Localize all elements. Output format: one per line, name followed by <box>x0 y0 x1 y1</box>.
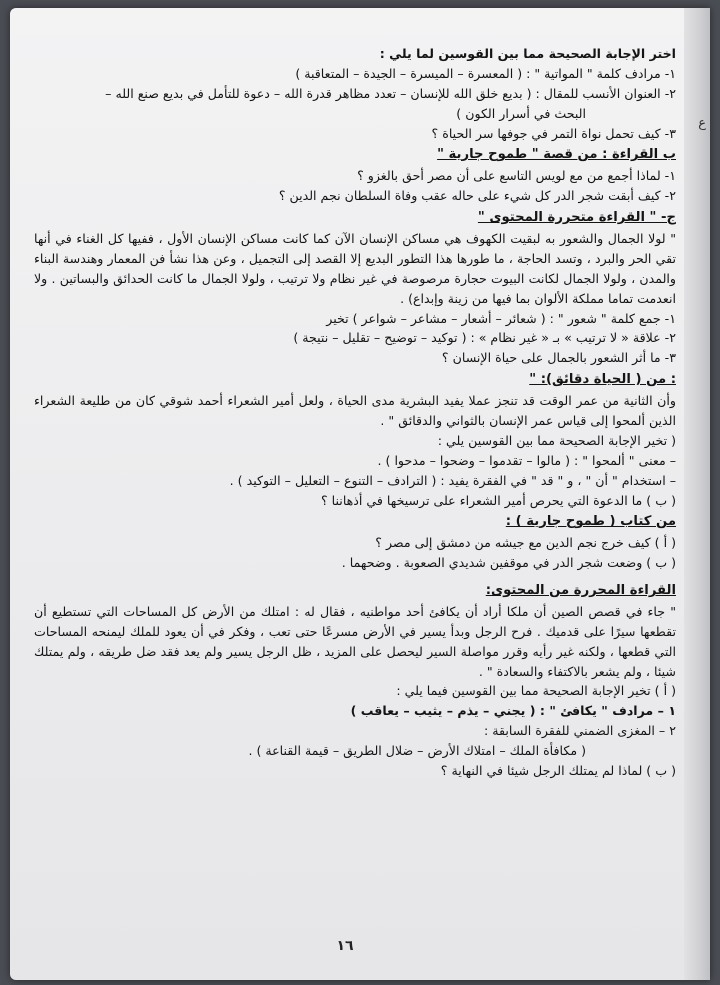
binder-edge <box>684 8 710 980</box>
text-line: ٢- علاقة « لا ترتيب » بـ « غير نظام » : ( توكيد – توضيح – تقليل – نتيجة ) <box>293 330 676 346</box>
text-line: ج- " القراءة متحررة المحتوى " <box>477 210 676 226</box>
text-line: ١- مرادف كلمة " المواتية " : ( المعسرة – الميسرة – الجيدة – المتعاقبة ) <box>295 65 676 81</box>
text-line: اختر الإجابة الصحيحة مما بين القوسين لما يلي : <box>379 46 676 61</box>
text-line: البحث في أسرار الكون ) <box>456 105 586 121</box>
text-line: وأن الثانية من عمر الوقت قد تنجز عملا يفيد البشرية مدى الحياة ، ولعل أمير الشعراء أحمد شوقي كان من طليعة الشعراء الذين ألمحوا إلى قياس عمر الإنسان بالثواني والدقائق " . <box>34 393 676 428</box>
text-line: ( أ ) كيف خرج نجم الدين مع جيشه من دمشق إلى مصر ؟ <box>375 535 676 551</box>
text-line: القراءة المحررة من المحتوى: <box>485 583 676 599</box>
text-line: : من ( الحياة دقائق): " <box>529 372 676 388</box>
text-line: ٣- ما أثر الشعور بالجمال على حياة الإنسان ؟ <box>441 350 676 366</box>
text-line: ٢- العنوان الأنسب للمقال : ( بديع خلق الله للإنسان – تعدد مظاهر قدرة الله – دعوة للتأمل في بديع صنع الله – <box>105 85 676 101</box>
text-line: – استخدام " أن " ، و " قد " في الفقرة يفيد : ( الترادف – التنوع – التعليل – التوكيد ) . <box>229 472 676 488</box>
text-line: – معنى " ألمحوا " : ( مالوا – تقدموا – وضحوا – مدحوا ) . <box>377 452 676 468</box>
text-line: ٣- كيف تحمل نواة التمر في جوفها سر الحياة ؟ <box>431 125 676 141</box>
page-number: ١٦ <box>336 938 354 954</box>
text-line: ( ب ) ما الدعوة التي يحرص أمير الشعراء على ترسيخها في أذهاننا ؟ <box>320 492 676 508</box>
text-line: ب القراءة : من قصة " طموح جارية " <box>437 147 676 163</box>
text-line: ١- لماذا أجمع من مع لويس التاسع على أن مصر أحق بالغزو ؟ <box>357 168 676 184</box>
text-line: ( أ ) تخير الإجابة الصحيحة مما بين القوسين فيما يلي : <box>396 683 676 699</box>
text-line: ( مكافأة الملك – امتلاك الأرض – ضلال الطريق – قيمة القناعة ) . <box>248 743 586 759</box>
text-line: ( ب ) وضعت شجر الدر في موقفين شديدي الصعوبة . وضحهما . <box>341 555 676 571</box>
margin-mark: ع <box>698 116 706 131</box>
text-line: ( تخير الإجابة الصحيحة مما بين القوسين يلي : <box>437 432 676 448</box>
page-text <box>34 44 676 781</box>
text-line: ( ب ) لماذا لم يمتلك الرجل شيئا في النهاية ؟ <box>440 763 676 779</box>
text-line: ١ – مرادف " يكافئ " : ( يجني – يذم – يثيب – يعاقب ) <box>350 703 676 719</box>
text-line: " جاء في قصص الصين أن ملكا أراد أن يكافئ أحد مواطنيه ، فقال له : امتلك من الأرض كل المساحات التي تستطيع أن تقطعها سيرًا على قدميك . فرح الرجل وبدأ يسير في الأرض مسرعًا حتى تعب ، وفكر في أن يعود للملك ليمنحه المساحات التي قطعها ، ولكنه غير رأيه وقرر مواصلة السير ليحصل على المزيد ، ظل الرجل يسير ولم يعد فقد ضل طريقه ، ولم يمتلك شيئا ، ولم يشعر بالاكتفاء والسعادة " . <box>34 603 676 679</box>
text-line: ٢ – المغزى الضمني للفقرة السابقة : <box>484 723 676 739</box>
text-line: من كتاب ( طموح جارية ) : <box>505 514 676 530</box>
text-line: ٢- كيف أبقت شجر الدر كل شيء على حاله عقب وفاة السلطان نجم الدين ؟ <box>278 188 676 204</box>
text-line: " لولا الجمال والشعور به لبقيت الكهوف هي مساكن الإنسان الآن كما كانت مساكن الإنسان الأول ، ففيها كل الغناء في أنها تقي الحر والبرد ، وتسد الحاجة ، ما طورها هذا التطور البديع إلا القصد إلى التجميل ، وعن هذا نشأ فن المعمار وهندسة البناء والمدن ، ولولا الجمال لكانت البيوت حجارة مرصوصة في غير نظام ولا ترتيب ، ولولا الجمال ما كانت الحدائق والبساتين . ولا انعدمت تماما مملكة الألوان بما فيها من زينة وإبداع) . <box>34 230 676 306</box>
text-line: ١- جمع كلمة " شعور " : ( شعائر – أشعار – مشاعر – شواعر ) تخير <box>326 310 676 326</box>
text-line <box>34 573 676 579</box>
document-page <box>10 8 710 980</box>
